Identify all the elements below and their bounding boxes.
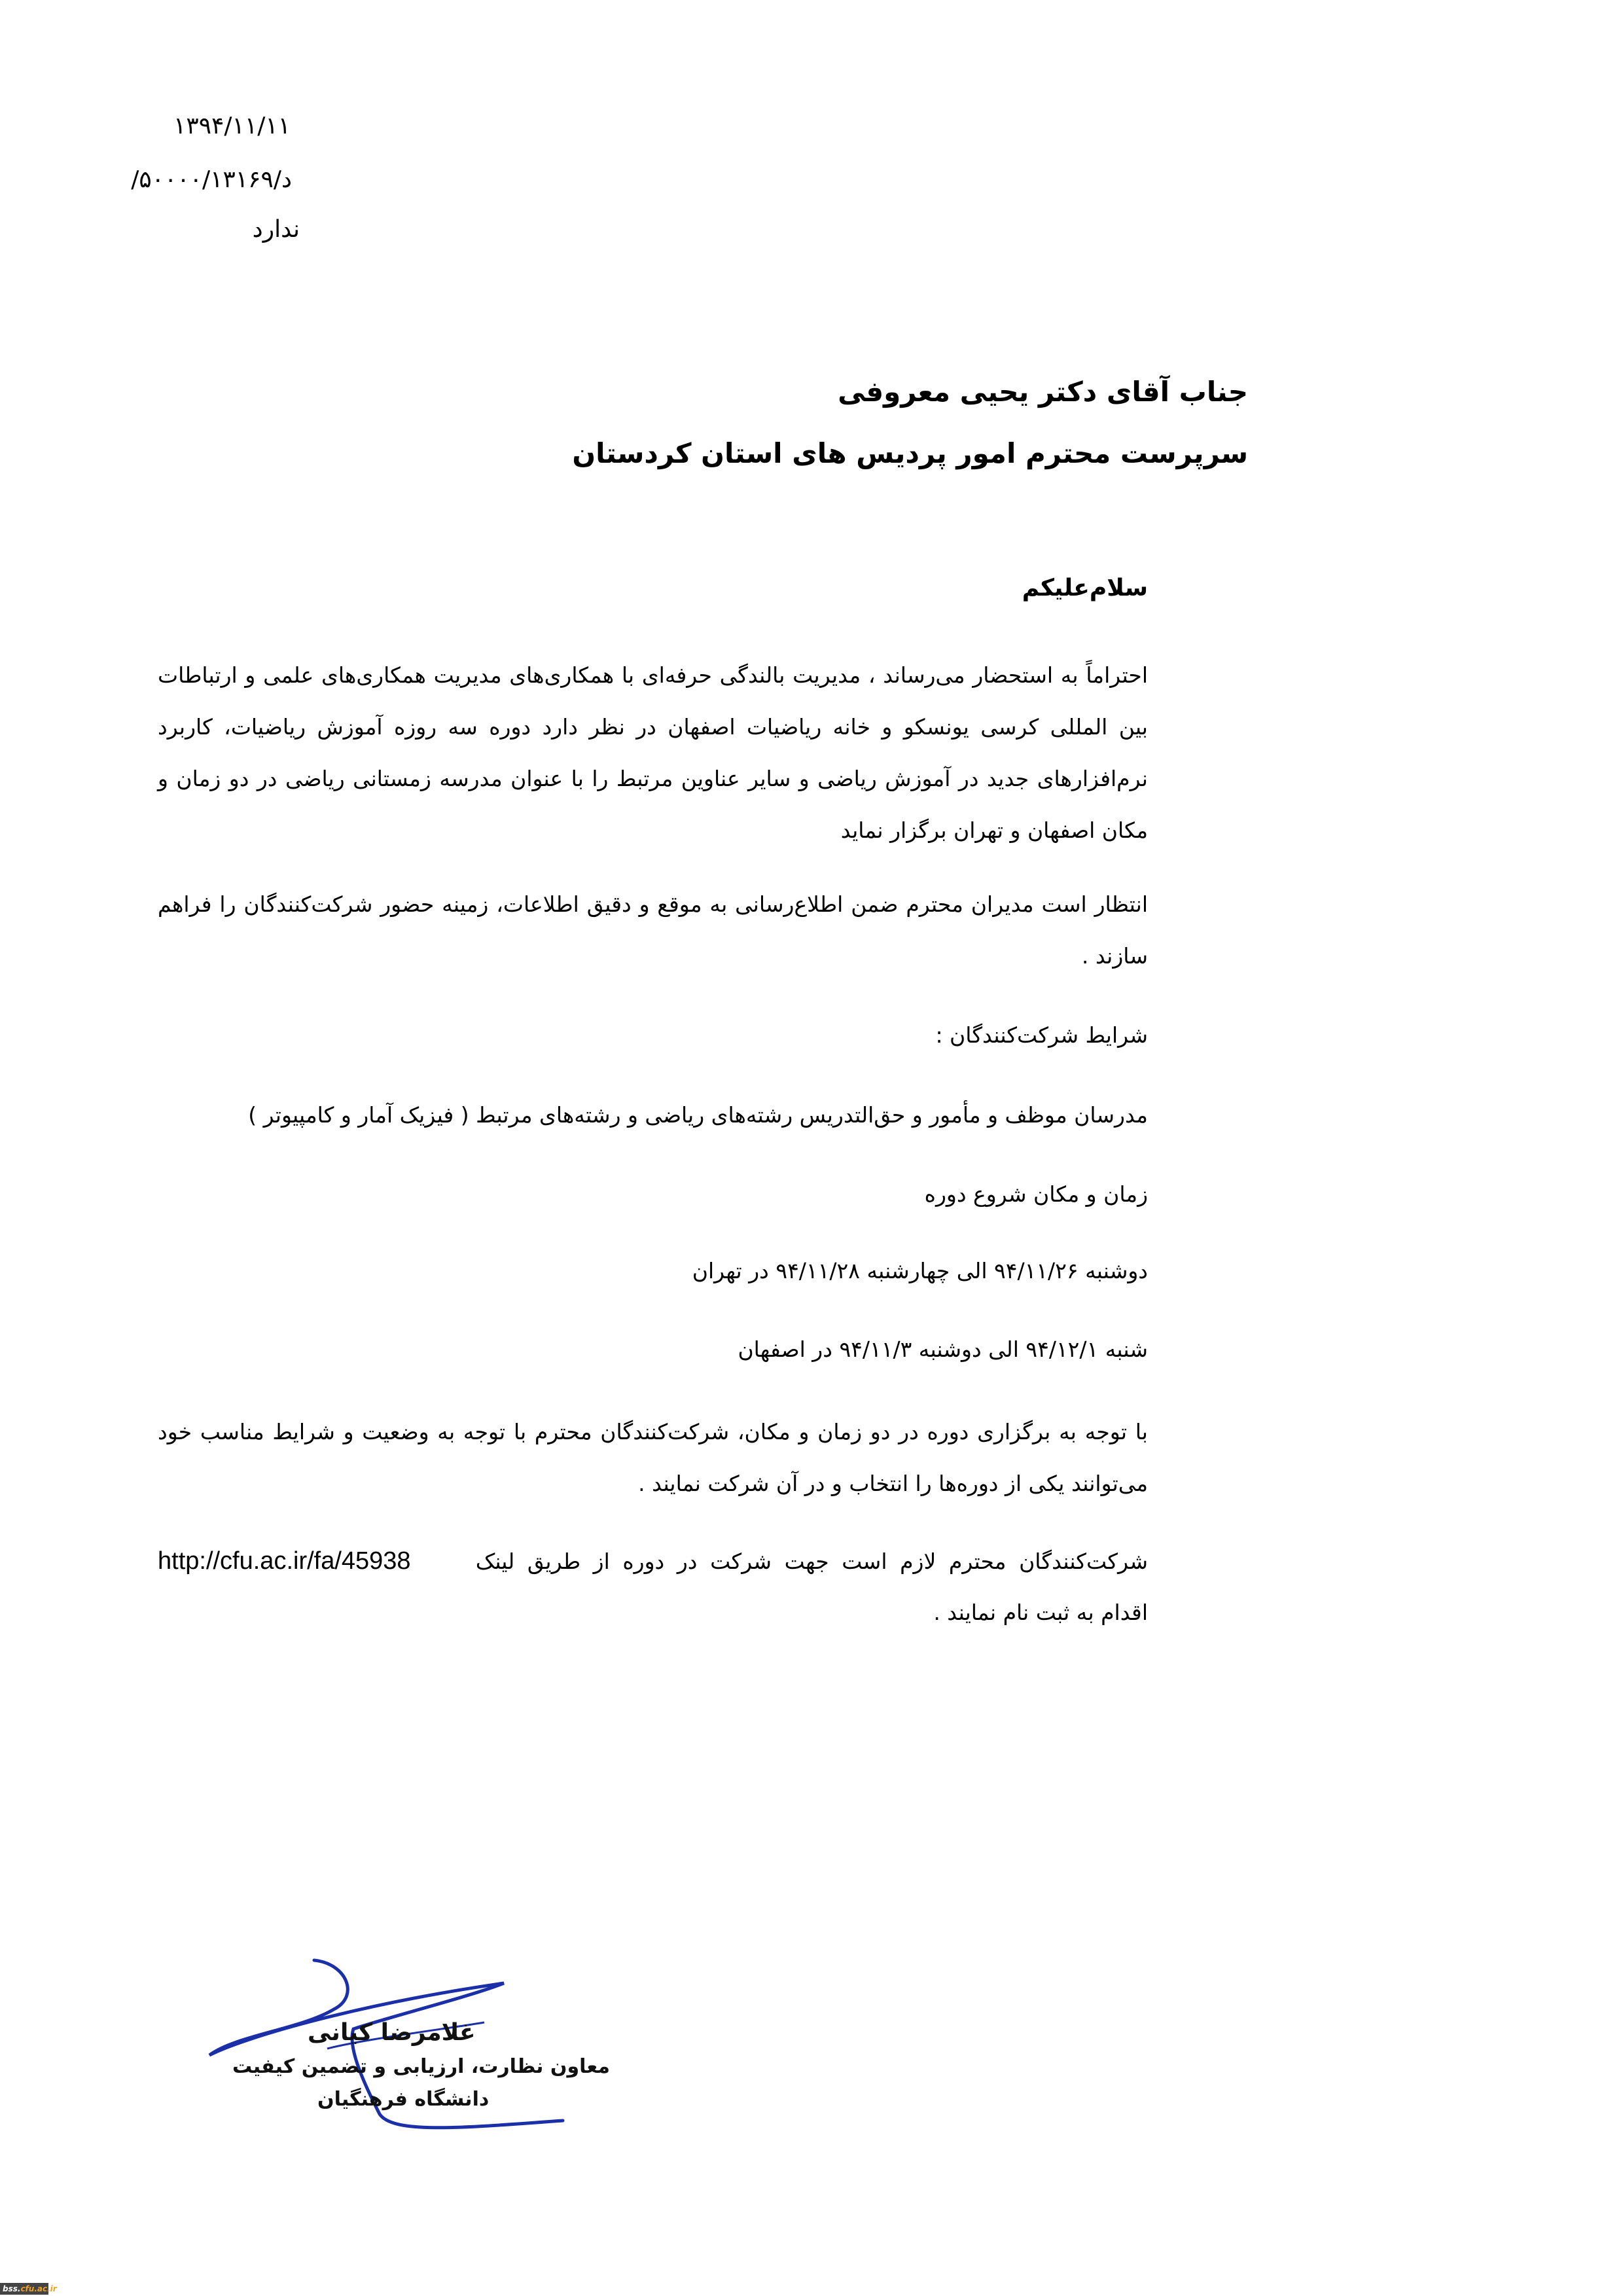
registration-link[interactable]: http://cfu.ac.ir/fa/45938: [158, 1547, 411, 1575]
registration-text: شرکت‌کنندگان محترم لازم است جهت شرکت در دوره از طریق لینک: [475, 1549, 1148, 1574]
signature-scribble-icon: [196, 1957, 589, 2140]
conditions-text: مدرسان موظف و مأمور و حق‌التدریس رشته‌های ریاضی و رشته‌های مرتبط ( فیزیک آمار و کامپیوتر ): [248, 1102, 1148, 1128]
letter-attachment: ندارد: [252, 216, 300, 243]
schedule-title: زمان و مکان شروع دوره: [924, 1181, 1148, 1207]
paragraph-intro: احتراماً به استحضار می‌رساند ، مدیریت بالندگی حرفه‌ای با همکاری‌های مدیریت همکاری‌های علمی و ارتباطات بین المللی کرسی یونسکو و خانه ریاضیات اصفهان در نظر دارد دوره سه روزه آموزش ریاضیات، کاربرد نرم‌افزارهای جدید در آموزش ریاضی و سایر عناوین مرتبط را با عنوان مدرسه زمستانی ریاضی در دو زمان و مکان اصفهان و تهران برگزار نماید: [158, 662, 1148, 843]
signature-block: [196, 1957, 610, 2140]
watermark-part2: cfu.ac.ir: [20, 2284, 57, 2293]
paragraph-registration: [158, 1535, 1148, 1587]
letter-date: ۱۳۹۴/۱۱/۱۱: [173, 113, 291, 139]
watermark: [0, 2283, 57, 2295]
recipient-title: سرپرست محترم امور پردیس های استان کردستان: [572, 437, 1248, 469]
signatory-organization: دانشگاه فرهنگیان: [317, 2088, 490, 2111]
paragraph-choice: با توجه به برگزاری دوره در دو زمان و مکان، شرکت‌کنندگان محترم با توجه به وضعیت و شرایط مناسب خود می‌توانند یکی از دوره‌ها را انتخاب و در آن شرکت نمایند .: [158, 1419, 1148, 1496]
letter-number: د/۵۰۰۰۰/۱۳۱۶۹/: [131, 166, 292, 193]
greeting: سلام‌علیکم: [1022, 575, 1148, 601]
schedule-tehran: دوشنبه ۹۴/۱۱/۲۶ الی چهارشنبه ۹۴/۱۱/۲۸ در تهران: [692, 1258, 1148, 1283]
signatory-position: معاون نظارت، ارزیابی و تضمین کیفیت: [232, 2055, 610, 2078]
watermark-part1: bss.: [3, 2284, 21, 2293]
schedule-isfahan: شنبه ۹۴/۱۲/۱ الی دوشنبه ۹۴/۱۱/۳ در اصفهان: [738, 1336, 1148, 1362]
conditions-title: شرایط شرکت‌کنندگان :: [935, 1022, 1148, 1048]
signatory-name: غلامرضا کیانی: [308, 2019, 476, 2046]
recipient-name: جناب آقای دکتر یحیی معروفی: [838, 376, 1248, 408]
paragraph-request: انتظار است مدیران محترم ضمن اطلاع‌رسانی به موقع و دقیق اطلاعات، زمینه حضور شرکت‌کنندگان را فراهم سازند .: [158, 891, 1148, 969]
registration-end: اقدام به ثبت نام نمایند .: [933, 1600, 1148, 1625]
